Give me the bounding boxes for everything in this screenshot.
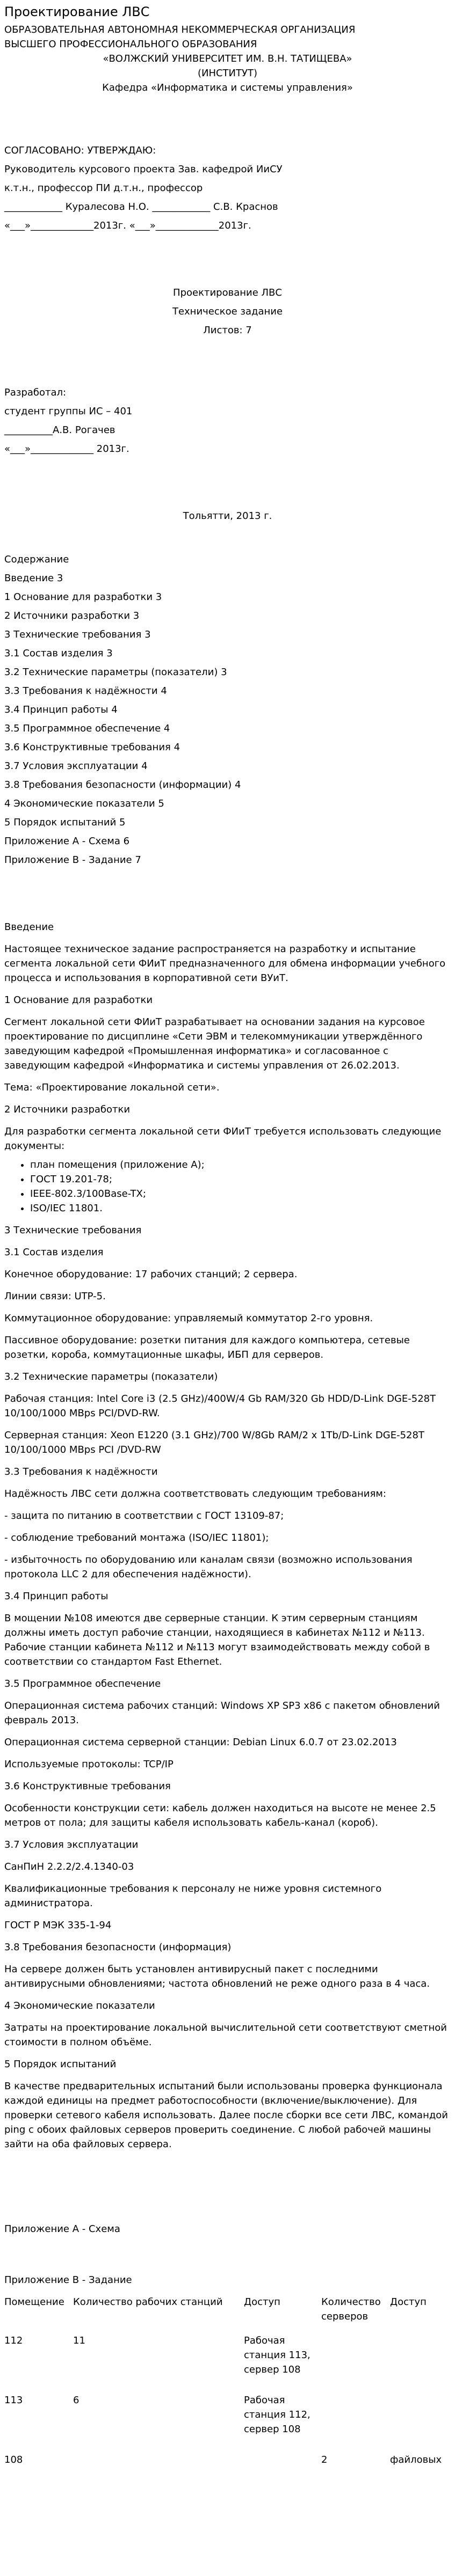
section-3-2-line-2: Серверная станция: Xeon E1220 (3.1 GHz)/700 W/8Gb RAM/2 x 1Tb/D-Link DGE-528T 10/100/1000 MBps PCI /DVD-RW: [4, 1430, 424, 1455]
toc-item[interactable]: 3.1 Состав изделия 3: [4, 648, 113, 659]
table-row: [4, 2393, 450, 2453]
section-3-8-heading: 3.8 Требования безопасности (информация): [4, 1942, 232, 1953]
table-header-cell: Количество серверов: [321, 2296, 381, 2322]
section-3-4-heading: 3.4 Принцип работы: [4, 1591, 109, 1602]
list-item: • IEEE-802.3/100Base-TX;: [30, 1187, 451, 1201]
table-cell: [390, 2393, 450, 2453]
toc-item[interactable]: Приложение А - Схема 6: [4, 836, 130, 847]
developer-line-2: __________А.В. Рогачев: [4, 425, 115, 436]
section-3-3-line-3: - соблюдение требований монтажа (ISO/IEC 11801);: [4, 1532, 269, 1543]
table-of-contents: [4, 571, 451, 867]
appendix-a-heading: Приложение А - Схема: [4, 2223, 120, 2235]
toc-item[interactable]: 5 Порядок испытаний 5: [4, 817, 126, 828]
section-2-heading: 2 Источники разработки: [4, 1104, 131, 1115]
section-3-1-line-2: Линии связи: UTP-5.: [4, 1291, 106, 1302]
section-3-1-heading: 3.1 Состав изделия: [4, 1247, 104, 1258]
section-3-5-heading: 3.5 Программное обеспечение: [4, 1678, 161, 1689]
org-line-4: (ИНСТИТУТ): [197, 68, 258, 79]
section-3-1-line-1: Конечное оборудование: 17 рабочих станций; 2 сервера.: [4, 1269, 298, 1280]
page-title: Проектирование ЛВС: [4, 4, 150, 19]
section-3-6-paragraph: Особенности конструкции сети: кабель должен находиться на высоте не менее 2.5 метров от пола; для защиты кабеля использовать кабель-канал (короб).: [4, 1803, 436, 1828]
section-4-heading: 4 Экономические показатели: [4, 2000, 155, 2011]
developer-label: Разработал:: [4, 387, 67, 398]
section-3-1-line-4: Пассивное оборудование: розетки питания для каждого компьютера, сетевые розетки, короба, коммутационные шкафы, ИБП для серверов.: [4, 1335, 410, 1360]
approve-line-3: к.т.н., профессор ПИ д.т.н., профессор: [4, 182, 203, 194]
section-3-heading: 3 Технические требования: [4, 1225, 142, 1236]
table-cell: файловых: [390, 2454, 442, 2465]
section-1-heading: 1 Основание для разработки: [4, 994, 153, 1006]
developer-line-3: «___»_____________ 2013г.: [4, 443, 129, 455]
intro-paragraph: Настоящее техническое задание распространяется на разработку и испытание сегмента локальной сети ФИиТ предназначенного для обмена информации учебного процесса и использования в корпоративной сети ВУиТ.: [4, 943, 446, 984]
toc-item[interactable]: 3.6 Конструктивные требования 4: [4, 742, 180, 753]
table-cell: 108: [4, 2454, 23, 2465]
table-cell: [244, 2453, 321, 2483]
org-line-5: Кафедра «Информатика и системы управления»: [102, 82, 353, 93]
section-3-3-line-4: - избыточность по оборудованию или каналам связи (возможно использования протокола LLC 2 для обеспечения надёжности).: [4, 1554, 413, 1580]
approve-line-5: «___»_____________2013г. «___»_____________2013г.: [4, 220, 251, 231]
section-3-4-paragraph: В мощении №108 имеются две серверные станции. К этим серверным станциям должны иметь доступ рабочие станции, находящиеся в кабинетах №112 и №113. Рабочие станции кабинета №112 и №113 могут взаимодействовать между собой в соответствии со стандартом Fast Ethernet.: [4, 1613, 430, 1667]
table-cell: [73, 2453, 244, 2483]
toc-item[interactable]: 2 Источники разработки 3: [4, 610, 140, 621]
toc-item[interactable]: 3.7 Условия эксплуатации 4: [4, 760, 148, 772]
toc-item[interactable]: 1 Основание для разработки 3: [4, 591, 162, 603]
section-3-1-line-3: Коммутационное оборудование: управляемый коммутатор 2-го уровня.: [4, 1313, 373, 1324]
center-title: Проектирование ЛВС: [173, 287, 282, 298]
center-sheets: Листов: 7: [203, 325, 252, 336]
table-cell: 113: [4, 2395, 23, 2406]
table-header-cell: Помещение: [4, 2296, 64, 2308]
toc-item[interactable]: Введение 3: [4, 573, 63, 584]
section-3-7-line-1: СанПиН 2.2.2/2.4.1340-03: [4, 1861, 134, 1872]
org-line-1: ОБРАЗОВАТЕЛЬНАЯ АВТОНОМНАЯ НЕКОММЕРЧЕСКАЯ ОРГАНИЗАЦИЯ: [4, 24, 356, 35]
table-header-cell: Доступ: [390, 2296, 427, 2308]
section-3-5-line-2: Операционная система серверной станции: Debian Linux 6.0.7 от 23.02.2013: [4, 1737, 397, 1748]
approve-line-2: Руководитель курсового проекта Зав. кафедрой ИиСУ: [4, 164, 283, 175]
table-cell: [321, 2333, 390, 2393]
section-3-3-line-1: Надёжность ЛВС сети должна соответствовать следующим требованиям:: [4, 1488, 386, 1499]
table-header-cell: Количество рабочих станций: [73, 2296, 223, 2308]
section-2-paragraph: Для разработки сегмента локальной сети ФИиТ требуется использовать следующие документы:: [4, 1126, 442, 1152]
toc-item[interactable]: 3.2 Технические параметры (показатели) 3: [4, 667, 227, 678]
table-header-row: [4, 2295, 450, 2333]
table-cell: 2: [321, 2454, 328, 2465]
city-year: Тольятти, 2013 г.: [183, 510, 272, 522]
developer-line-1: студент группы ИС – 401: [4, 406, 133, 417]
approve-line-1: СОГЛАСОВАНО: УТВЕРЖДАЮ:: [4, 145, 156, 156]
toc-item[interactable]: 3.5 Программное обеспечение 4: [4, 723, 170, 734]
section-3-7-line-3: ГОСТ Р МЭК 335-1-94: [4, 1920, 112, 1931]
section-3-5-line-1: Операционная система рабочих станций: Windows XP SP3 x86 с пакетом обновлений февраль 2013.: [4, 1700, 440, 1726]
section-1-theme: Тема: «Проектирование локальной сети».: [4, 1082, 220, 1093]
toc-item[interactable]: 3 Технические требования 3: [4, 629, 151, 640]
table-cell: Рабочая станция 112, сервер 108: [244, 2395, 310, 2435]
section-3-7-line-2: Квалификационные требования к персоналу не ниже уровня системного администратора.: [4, 1883, 382, 1909]
intro-heading: Введение: [4, 921, 54, 933]
toc-heading: Содержание: [4, 554, 69, 565]
section-3-5-line-3: Используемые протоколы: TCP/IP: [4, 1759, 174, 1770]
org-line-3: «ВОЛЖСКИЙ УНИВЕРСИТЕТ ИМ. В.Н. ТАТИЩЕВА»: [103, 53, 352, 64]
section-4-paragraph: Затраты на проектирование локальной вычислительной сети соответствуют сметной стоимости в полном объёме.: [4, 2022, 447, 2048]
table-row: [4, 2333, 450, 2393]
toc-item[interactable]: Приложение В - Задание 7: [4, 854, 141, 866]
table-cell: 11: [73, 2335, 85, 2346]
approve-line-4: ____________ Куралесова Н.О. ____________ С.В. Краснов: [4, 201, 278, 213]
requirements-table: [4, 2295, 450, 2483]
list-item: • ISO/IEC 11801.: [30, 1201, 451, 1216]
table-cell: Рабочая станция 113, сервер 108: [244, 2335, 310, 2375]
table-cell: 112: [4, 2335, 23, 2346]
appendix-b-heading: Приложение В - Задание: [4, 2274, 132, 2286]
section-5-paragraph: В качестве предварительных испытаний были использованы проверка функционала каждой единицы на предмет работоспособности (включение/выключение). Для проверки сетевого кабеля использовать. Далее после сборки все сети ЛВС, командой ping с обоих файловых серверов проверить соединение. С любой рабочей машины зайти на оба файловых сервера.: [4, 2081, 448, 2150]
center-subtitle: Техническое задание: [172, 306, 283, 317]
section-3-6-heading: 3.6 Конструктивные требования: [4, 1781, 171, 1792]
list-item: • план помещения (приложение А);: [30, 1158, 451, 1172]
org-line-2: ВЫСШЕГО ПРОФЕССИОНАЛЬНОГО ОБРАЗОВАНИЯ: [4, 39, 257, 50]
section-3-2-line-1: Рабочая станция: Intel Core i3 (2.5 GHz)/400W/4 Gb RAM/320 Gb HDD/D-Link DGE-528T 10/100/1000 MBps PCI/DVD-RW.: [4, 1393, 436, 1419]
table-cell: 6: [73, 2395, 80, 2406]
list-item: • ГОСТ 19.201-78;: [30, 1172, 451, 1187]
table-row: [4, 2453, 450, 2483]
table-header-cell: Доступ: [244, 2296, 280, 2308]
section-1-paragraph: Сегмент локальной сети ФИиТ разрабатывает на основании задания на курсовое проектирование по дисциплине «Сети ЭВМ и телекоммуникации утверждённого заведующим кафедрой «Промышленная информатика» и согласованное с заведующим кафедрой «Информатика и системы управления от 26.02.2013.: [4, 1016, 425, 1071]
section-3-3-heading: 3.3 Требования к надёжности: [4, 1466, 158, 1477]
section-3-3-line-2: - защита по питанию в соответствии с ГОСТ 13109-87;: [4, 1510, 284, 1521]
table-cell: [321, 2393, 390, 2453]
section-3-8-paragraph: На сервере должен быть установлен антивирусный пакет с последними антивирусными обновлениями; частота обновлений не реже одного раза в 4 часа.: [4, 1964, 430, 1989]
toc-item[interactable]: 3.4 Принцип работы 4: [4, 704, 118, 715]
section-3-2-heading: 3.2 Технические параметры (показатели): [4, 1371, 218, 1382]
toc-item[interactable]: 4 Экономические показатели 5: [4, 798, 164, 809]
table-cell: [390, 2333, 450, 2393]
toc-item[interactable]: 3.8 Требования безопасности (информации) 4: [4, 779, 241, 791]
section-3-7-heading: 3.7 Условия эксплуатации: [4, 1839, 139, 1850]
section-5-heading: 5 Порядок испытаний: [4, 2059, 117, 2070]
toc-item[interactable]: 3.3 Требования к надёжности 4: [4, 685, 167, 697]
sources-list: [4, 1158, 451, 1216]
